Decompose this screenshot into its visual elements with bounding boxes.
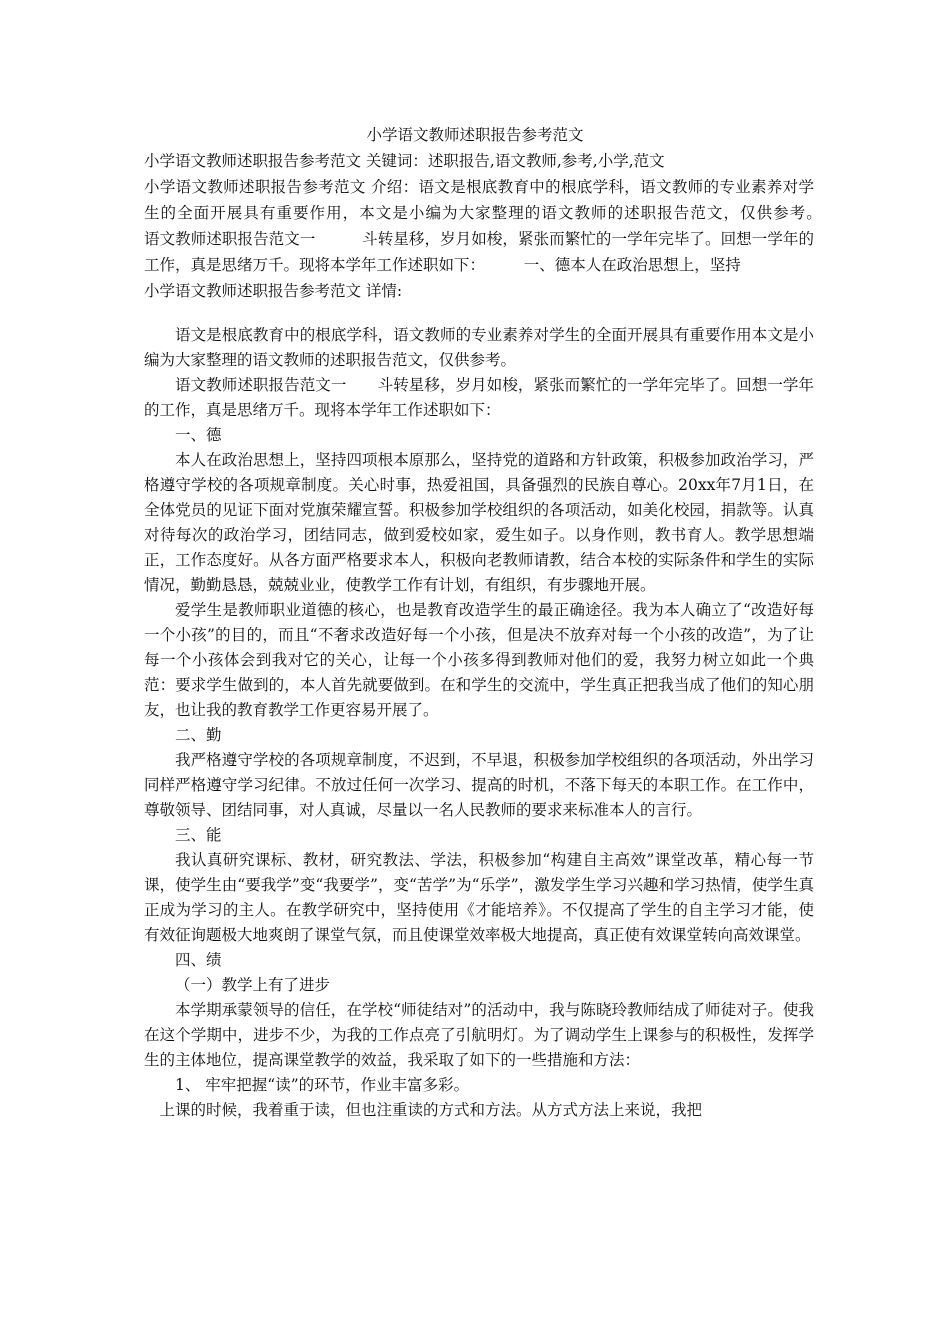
paragraph: 本学期承蒙领导的信任，在学校“师徒结对”的活动中，我与陈晓玲教师结成了师徒对子。使我在这个学期中，进步不少，为我的工作点亮了引航明灯。为了调动学生上课参与的积极性，发挥学生的主体地位，提高课堂教学的效益，我采取了如下的一些措施和方法：: [144, 1001, 814, 1069]
subsection-heading: （一）教学上有了进步: [175, 976, 331, 994]
section-heading: 四、绩: [175, 951, 222, 969]
paragraph: 我严格遵守学校的各项规章制度，不迟到，不早退，积极参加学校组织的各项活动，外出学习同样严格遵守学习纪律。不放过任何一次学习、提高的时机，不落下每天的本职工作。在工作中，尊敬领导、团结同事，对人真诚，尽量以一名人民教师的要求来标准本人的言行。: [144, 751, 814, 819]
intro-line: 小学语文教师述职报告参考范文 介绍：语文是根底教育中的根底学科，语文教师的专业素养对学生的全面开展具有重要作用，本文是小编为大家整理的语文教师的述职报告范文，仅供参考。 语文教师述职报告范文一 斗转星移，岁月如梭，紧张而繁忙的一学年完毕了。回想一学年的工作，真是思绪万千。现将本学年工作述职如下： 一、德本人在政治思想上，坚持: [144, 178, 861, 274]
page-title: 小学语文教师述职报告参考范文: [366, 126, 584, 144]
paragraph: 语文教师述职报告范文一 斗转星移，岁月如梭，紧张而繁忙的一学年完毕了。回想一学年的工作，真是思绪万千。现将本学年工作述职如下：: [144, 376, 814, 419]
list-item-heading: 1、 牢牢把握“读”的环节，作业丰富多彩。: [175, 1076, 470, 1094]
details-label: 小学语文教师述职报告参考范文 详情:: [144, 282, 403, 300]
paragraph: 上课的时候，我着重于读，但也注重读的方式和方法。从方式方法上来说，我把: [159, 1101, 703, 1119]
section-heading: 二、勤: [175, 726, 222, 744]
meta-section: [144, 148, 861, 304]
paragraph: 本人在政治思想上，坚持四项根本原那么，坚持党的道路和方针政策，积极参加政治学习，严格遵守学校的各项规章制度。关心时事，热爱祖国，具备强烈的民族自尊心。20xx年7月1日，在全体党员的见证下面对党旗荣耀宣誓。积极参加学校组织的各项活动，如美化校园，捐款等。认真对待每次的政治学习，团结同志，做到爱校如家，爱生如子。以身作则，教书育人。教学思想端正，工作态度好。从各方面严格要求本人，积极向老教师请教，结合本校的实际条件和学生的实际情况，勤勤恳恳，兢兢业业，使教学工作有计划，有组织，有步骤地开展。: [144, 451, 814, 594]
paragraph: 我认真研究课标、教材，研究教法、学法，积极参加“构建自主高效”课堂改革，精心每一节课，使学生由“要我学”变“我要学”，变“苦学”为“乐学”，激发学生学习兴趣和学习热情，使学生真正成为学习的主人。在教学研究中，坚持使用《才能培养》。不仅提高了学生的自主学习才能，使有效征询题极大地爽朗了课堂气氛，而且使课堂效率极大地提高，真正使有效课堂转向高效课堂。: [144, 851, 814, 944]
section-heading: 一、德: [175, 426, 222, 444]
paragraph: 爱学生是教师职业道德的核心，也是教育改造学生的最正确途径。我为本人确立了“改造好每一个小孩”的目的，而且“不奢求改造好每一个小孩，但是决不放弃对每一个小孩的改造”，为了让每一个小孩体会到我对它的关心，让每一个小孩多得到教师对他们的爱，我努力树立如此一个典范：要求学生做到的，本人首先就要做到。在和学生的交流中，学生真正把我当成了他们的知心朋友，也让我的教育教学工作更容易开展了。: [144, 601, 814, 719]
paragraph: 语文是根底教育中的根底学科，语文教师的专业素养对学生的全面开展具有重要作用本文是小编为大家整理的语文教师的述职报告范文，仅供参考。: [144, 326, 814, 369]
keywords-line: 小学语文教师述职报告参考范文 关键词：述职报告,语文教师,参考,小学,范文: [144, 152, 665, 170]
section-heading: 三、能: [175, 826, 222, 844]
body-section: [144, 323, 814, 1123]
